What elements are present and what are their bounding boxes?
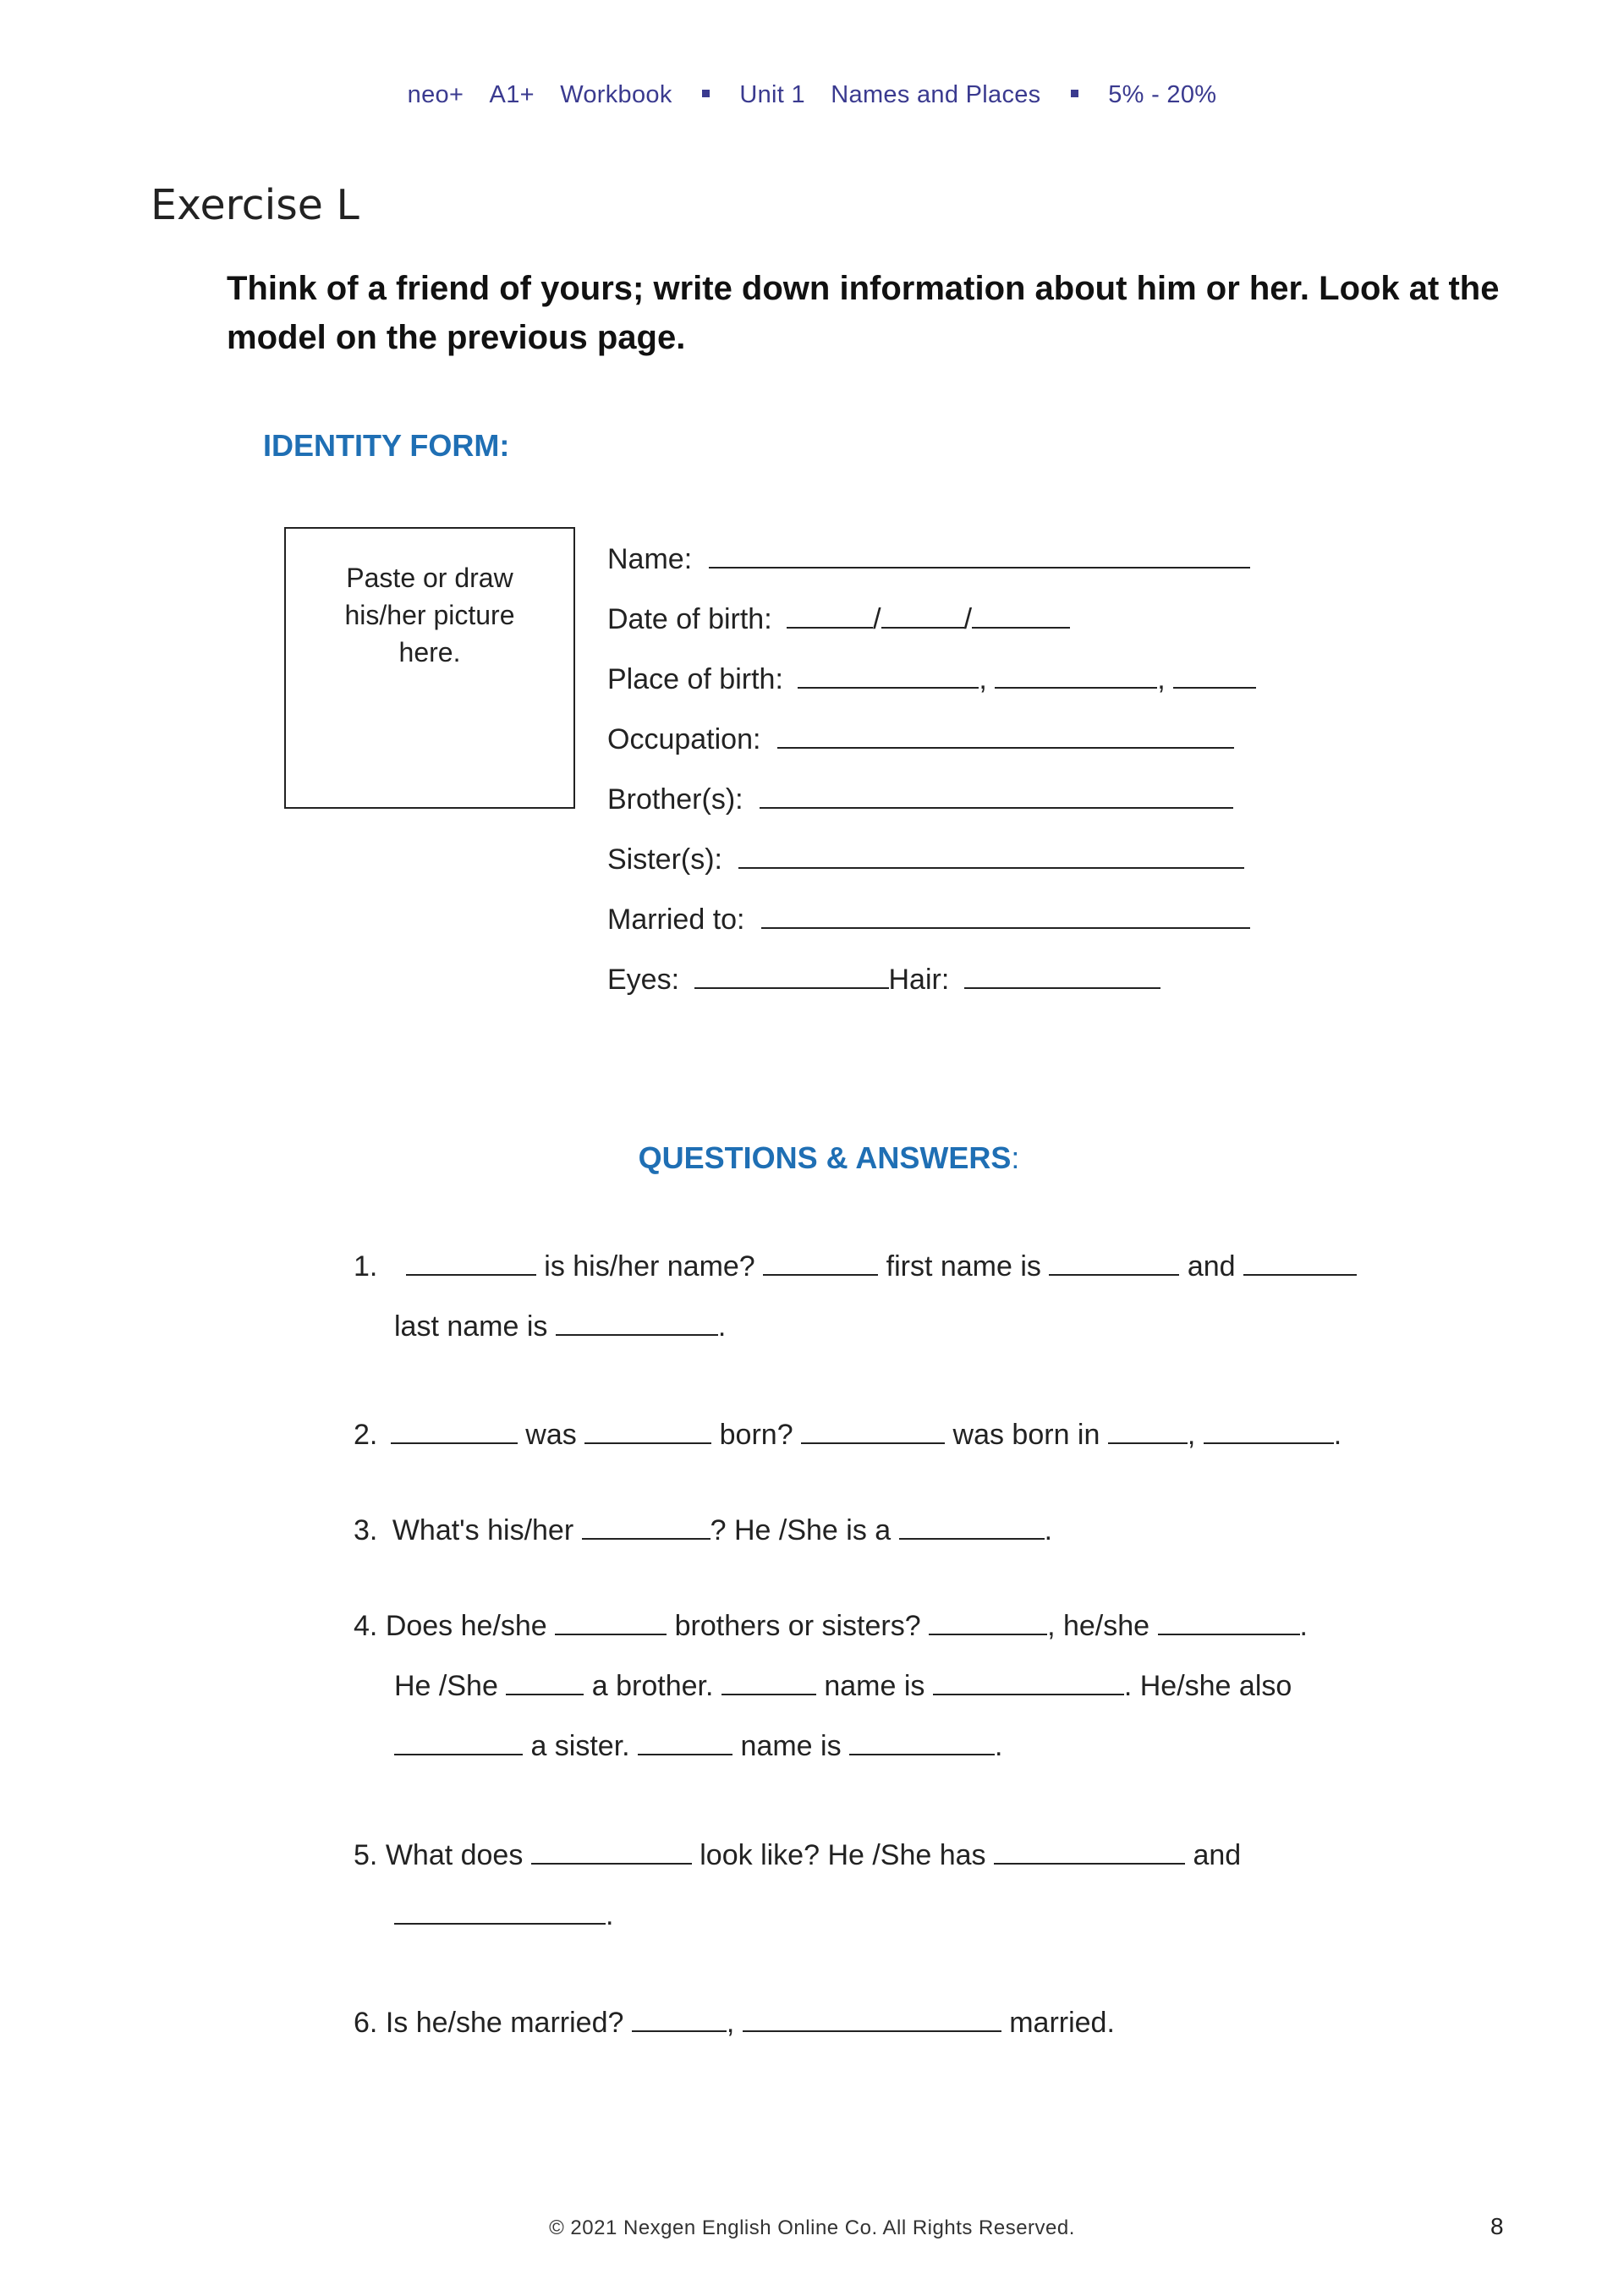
name-blank[interactable] xyxy=(709,541,1250,569)
dob-day-blank[interactable] xyxy=(787,601,873,629)
form-row-name xyxy=(607,541,1250,576)
brothers-blank[interactable] xyxy=(760,782,1233,809)
q1-blank-2[interactable] xyxy=(763,1249,878,1276)
q3-blank-2[interactable] xyxy=(899,1513,1045,1540)
form-row-date-of-birth: Date of birth: / / xyxy=(607,601,1070,636)
q6-blank-2[interactable] xyxy=(743,2005,1001,2032)
q4-blank-2[interactable] xyxy=(929,1608,1047,1635)
eyes-label: Eyes: xyxy=(607,964,680,996)
question-number: 5. xyxy=(354,1839,378,1871)
exercise-title: Exercise L xyxy=(151,181,359,229)
photo-placeholder-box[interactable] xyxy=(284,527,575,809)
q5-blank-3[interactable] xyxy=(394,1898,606,1925)
question-1-line-1: 1. is his/her name? first name is and xyxy=(354,1249,1357,1283)
header-level: A1+ xyxy=(489,81,535,108)
q2-blank-1[interactable] xyxy=(391,1417,518,1444)
running-header xyxy=(0,81,1624,109)
q4-blank-6[interactable] xyxy=(933,1668,1124,1695)
pob-country-blank[interactable] xyxy=(1173,662,1256,689)
photo-placeholder-text: Paste or draw his/her picture here. xyxy=(344,563,515,667)
form-row-place-of-birth: Place of birth: , , xyxy=(607,662,1256,696)
question-number: 6. xyxy=(354,2007,378,2039)
name-label: Name: xyxy=(607,543,693,575)
exercise-instructions: Think of a friend of yours; write down information about him or her. Look at the model on the previous page. xyxy=(227,270,1500,356)
hair-label: Hair: xyxy=(888,964,950,996)
dob-month-blank[interactable] xyxy=(881,601,964,629)
copyright-footer: © 2021 Nexgen English Online Co. All Rights Reserved. xyxy=(549,2216,1075,2239)
occupation-blank[interactable] xyxy=(777,722,1234,749)
pob-region-blank[interactable] xyxy=(995,662,1157,689)
q6-blank-1[interactable] xyxy=(632,2005,727,2032)
header-brand: neo+ xyxy=(407,81,464,108)
question-4-line-3: a sister. name is . xyxy=(394,1728,1003,1763)
q4-blank-9[interactable] xyxy=(849,1728,995,1755)
q1-blank-5[interactable] xyxy=(556,1309,718,1336)
q4-blank-4[interactable] xyxy=(506,1668,584,1695)
eyes-blank[interactable] xyxy=(694,962,889,989)
bullet-square-icon xyxy=(702,90,710,97)
question-3: 3. What's his/her ? He /She is a . xyxy=(354,1514,1053,1546)
header-unit-title: Names and Places xyxy=(831,81,1041,108)
q4-blank-5[interactable] xyxy=(721,1668,816,1695)
header-progress: 5% - 20% xyxy=(1108,81,1217,108)
sisters-blank[interactable] xyxy=(738,842,1244,869)
header-book: Workbook xyxy=(560,81,672,108)
question-number: 2. xyxy=(354,1419,378,1451)
occupation-label: Occupation: xyxy=(607,723,761,755)
q4-blank-3[interactable] xyxy=(1158,1608,1300,1635)
question-5-line-2: . xyxy=(394,1898,613,1932)
question-number: 1. xyxy=(354,1250,378,1283)
question-number: 3. xyxy=(354,1514,378,1546)
question-6: 6. Is he/she married? , married. xyxy=(354,2007,1115,2039)
date-of-birth-label: Date of birth: xyxy=(607,603,772,635)
form-row-married-to xyxy=(607,902,1250,937)
bullet-square-icon xyxy=(1071,90,1078,97)
place-of-birth-label: Place of birth: xyxy=(607,663,783,695)
brothers-label: Brother(s): xyxy=(607,783,743,816)
question-5-line-1: 5. What does look like? He /She has and xyxy=(354,1839,1242,1871)
q4-blank-8[interactable] xyxy=(638,1728,732,1755)
q1-blank-1[interactable] xyxy=(406,1249,536,1276)
q5-blank-2[interactable] xyxy=(994,1837,1185,1865)
married-to-blank[interactable] xyxy=(761,902,1250,929)
question-1-line-2: last name is . xyxy=(394,1310,727,1343)
q2-blank-5[interactable] xyxy=(1204,1417,1334,1444)
page-number: 8 xyxy=(1490,2213,1504,2239)
form-row-sisters xyxy=(607,842,1244,876)
form-row-eyes-hair xyxy=(607,962,1160,997)
question-number: 4. xyxy=(354,1610,378,1642)
q4-blank-7[interactable] xyxy=(394,1728,523,1755)
pob-city-blank[interactable] xyxy=(798,662,979,689)
q1-blank-3[interactable] xyxy=(1049,1249,1179,1276)
question-2: 2. was born? was born in , . xyxy=(354,1419,1342,1451)
sisters-label: Sister(s): xyxy=(607,843,722,876)
form-row-occupation xyxy=(607,722,1234,756)
q2-blank-2[interactable] xyxy=(584,1417,711,1444)
questions-answers-heading: QUESTIONS & ANSWERS: xyxy=(638,1140,1020,1175)
identity-form-heading: IDENTITY FORM: xyxy=(263,428,510,463)
q2-blank-4[interactable] xyxy=(1108,1417,1188,1444)
form-row-brothers xyxy=(607,782,1233,816)
question-4-line-1: 4. Does he/she brothers or sisters? , he/she . xyxy=(354,1610,1308,1642)
dob-year-blank[interactable] xyxy=(972,601,1070,629)
header-unit: Unit 1 xyxy=(739,81,805,108)
married-to-label: Married to: xyxy=(607,904,745,936)
hair-blank[interactable] xyxy=(964,962,1160,989)
question-4-line-2: He /She a brother. name is . He/she also xyxy=(394,1670,1292,1702)
q1-blank-4[interactable] xyxy=(1243,1249,1357,1276)
q4-blank-1[interactable] xyxy=(555,1608,667,1635)
q5-blank-1[interactable] xyxy=(531,1837,692,1865)
q2-blank-3[interactable] xyxy=(801,1417,945,1444)
q3-blank-1[interactable] xyxy=(582,1513,710,1540)
